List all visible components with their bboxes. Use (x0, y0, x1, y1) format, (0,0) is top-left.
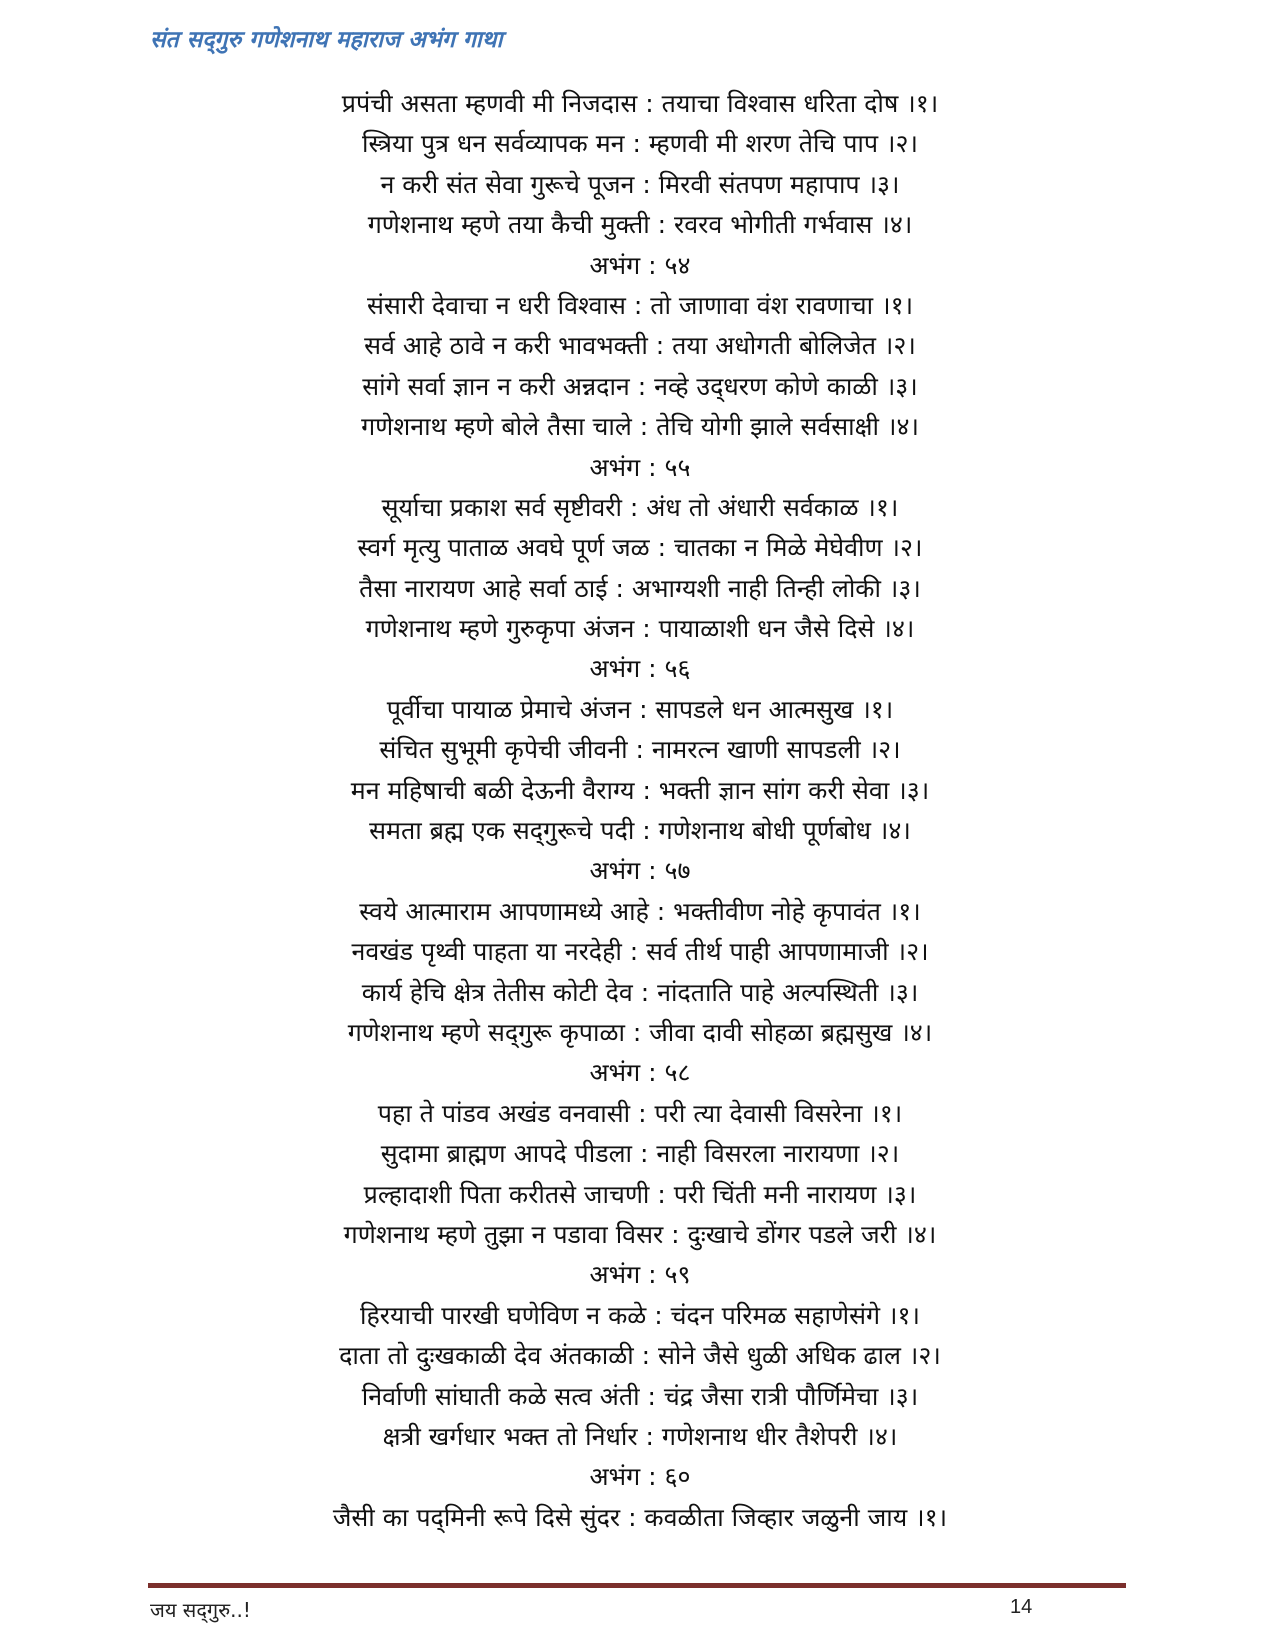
verse-line: स्त्रिया पुत्र धन सर्वव्यापक मन : म्हणवी मी शरण तेचि पाप ।२। (361, 129, 919, 159)
verse-line: सर्व आहे ठावे न करी भावभक्ती : तया अधोगती बोलिजेत ।२। (364, 331, 916, 361)
verse-line: गणेशनाथ म्हणे गुरुकृपा अंजन : पायाळाशी धन जैसे दिसे ।४। (365, 614, 915, 644)
abhang-heading: अभंग : ५६ (589, 654, 691, 684)
verse-line: क्षत्री खर्गधार भक्त तो निर्धार : गणेशनाथ धीर तैशेपरी ।४। (382, 1421, 898, 1451)
verse-line: स्वर्ग मृत्यु पाताळ अवघे पूर्ण जळ : चातका न मिळे मेघेवीण ।२। (357, 533, 923, 563)
footer-divider (148, 1583, 1126, 1588)
verse-line: निर्वाणी सांघाती कळे सत्व अंती : चंद्र जैसा रात्री पौर्णिमेचा ।३। (361, 1381, 919, 1411)
verse-line: गणेशनाथ म्हणे तया कैची मुक्ती : रवरव भोगीती गर्भवास ।४। (367, 210, 913, 240)
verse-line: मन महिषाची बळी देऊनी वैराग्य : भक्ती ज्ञान सांग करी सेवा ।३। (350, 775, 930, 805)
verse-line: नवखंड पृथ्वी पाहता या नरदेही : सर्व तीर्थ पाही आपणामाजी ।२। (351, 937, 929, 967)
abhang-heading: अभंग : ५९ (589, 1260, 691, 1290)
verse-line: प्रपंची असता म्हणवी मी निजदास : तयाचा विश्वास धरिता दोष ।१। (341, 89, 939, 118)
verse-line: पूर्वीचा पायाळ प्रेमाचे अंजन : सापडले धन आत्मसुख ।१। (386, 694, 894, 724)
verse-line: सुदामा ब्राह्मण आपदे पीडला : नाही विसरला नारायणा ।२। (380, 1139, 900, 1169)
abhang-heading: अभंग : ६० (589, 1462, 691, 1492)
header-title: संत सद्‌गुरु गणेशनाथ महाराज अभंग गाथा (150, 27, 503, 53)
footer-left-text: जय सद्‌गुरु..! (150, 1598, 251, 1622)
verse-line: पहा ते पांडव अखंड वनवासी : परी त्या देवासी विसरेना ।१। (377, 1098, 903, 1128)
verse-line: सूर्याचा प्रकाश सर्व सृष्टीवरी : अंध तो अंधारी सर्वकाळ ।१। (381, 492, 899, 522)
verse-line: स्वये आत्माराम आपणामध्ये आहे : भक्तीवीण नोहे कृपावंत ।१। (359, 896, 921, 926)
abhang-heading: अभंग : ५४ (589, 250, 691, 280)
verse-line: गणेशनाथ म्हणे बोले तैसा चाले : तेचि योगी झाले सर्वसाक्षी ।४। (361, 412, 919, 442)
verse-line: गणेशनाथ म्हणे सद्‌गुरू कृपाळा : जीवा दावी सोहळा ब्रह्मसुख ।४। (347, 1017, 933, 1047)
verse-line: जैसी का पद्‌मिनी रूपे दिसे सुंदर : कवळीता जिव्हार जळुनी जाय ।१। (332, 1502, 948, 1532)
verse-line: तैसा नारायण आहे सर्वा ठाई : अभाग्यशी नाही तिन्ही लोकी ।३। (359, 573, 921, 603)
verse-line: हिरयाची पारखी घणेविण न कळे : चंदन परिमळ सहाणेसंगे ।१। (360, 1300, 920, 1330)
abhang-heading: अभंग : ५७ (589, 856, 691, 886)
verse-line: दाता तो दुःखकाळी देव अंतकाळी : सोने जैसे धुळी अधिक ढाल ।२। (339, 1341, 941, 1371)
abhang-text-body (140, 84, 1140, 1538)
abhang-heading: अभंग : ५५ (589, 452, 691, 482)
verse-line: संचित सुभूमी कृपेची जीवनी : नामरत्न खाणी सापडली ।२। (379, 735, 901, 765)
verse-line: कार्य हेचि क्षेत्र तेतीस कोटी देव : नांदताति पाहे अल्पस्थिती ।३। (361, 977, 919, 1007)
verse-line: समता ब्रह्म एक सद्‌गुरूचे पदी : गणेशनाथ बोधी पूर्णबोध ।४। (369, 816, 911, 846)
abhang-heading: अभंग : ५८ (589, 1058, 691, 1088)
page-number: 14 (1010, 1596, 1033, 1618)
verse-line: न करी संत सेवा गुरूचे पूजन : मिरवी संतपण महापाप ।३। (380, 169, 900, 199)
verse-line: सांगे सर्वा ज्ञान न करी अन्नदान : नव्हे उद्‌धरण कोणे काळी ।३। (362, 371, 918, 401)
verse-line: प्रल्हादाशी पिता करीतसे जाचणी : परी चिंती मनी नारायण ।३। (363, 1179, 917, 1209)
verse-line: गणेशनाथ म्हणे तुझा न पडावा विसर : दुःखाचे डोंगर पडले जरी ।४। (343, 1219, 937, 1249)
verse-line: संसारी देवाचा न धरी विश्वास : तो जाणावा वंश रावणाचा ।१। (366, 290, 914, 320)
